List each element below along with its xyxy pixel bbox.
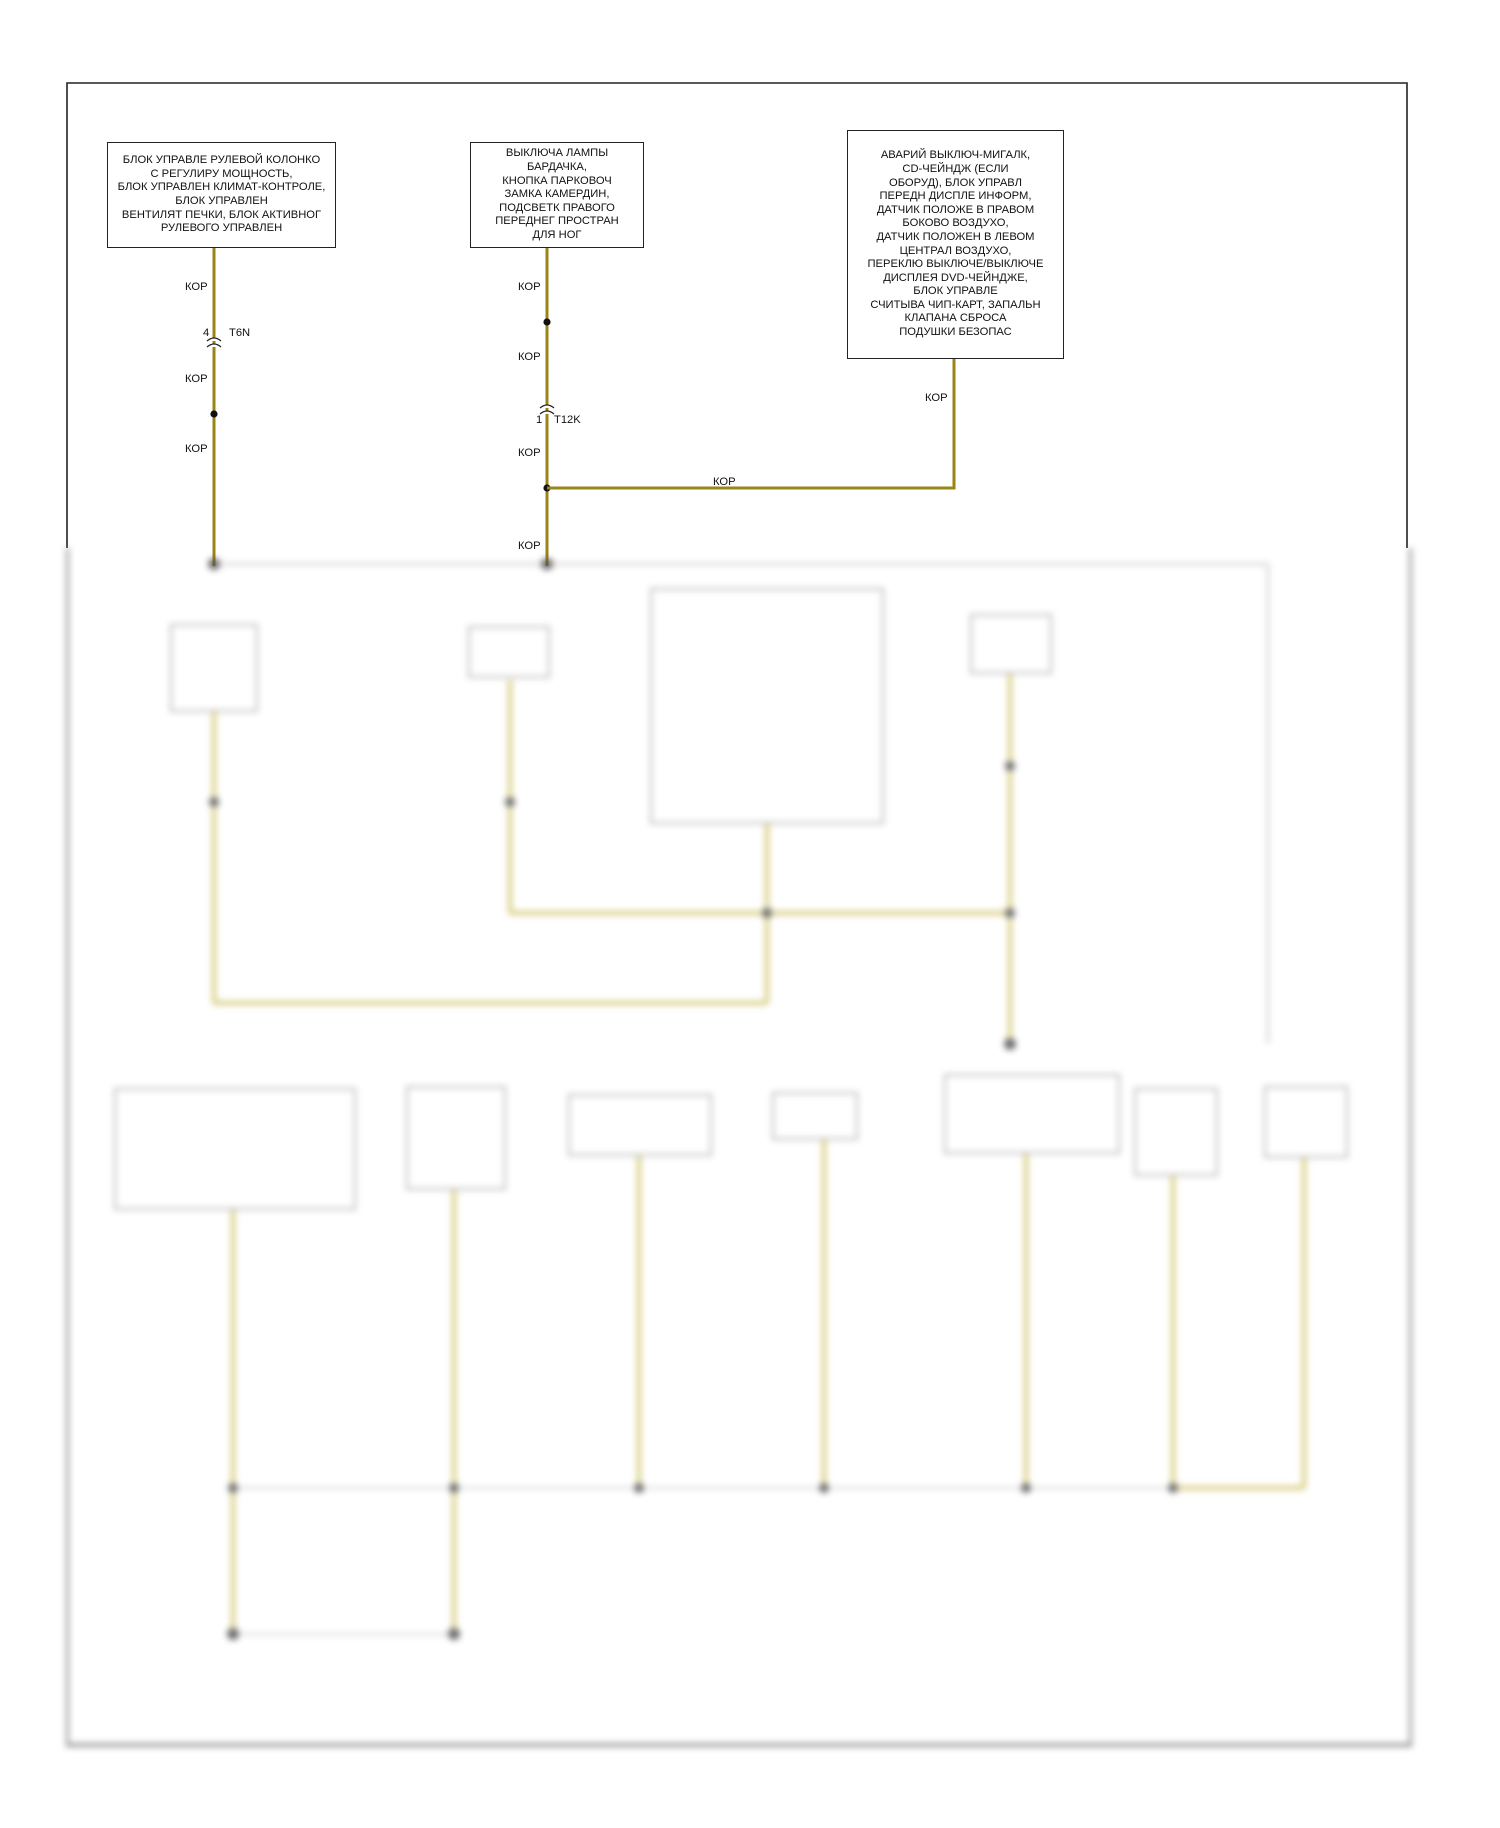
component-box-glovebox: ВЫКЛЮЧА ЛАМПЫ БАРДАЧКА, КНОПКА ПАРКОВОЧ ЗАМКА КАМЕРДИН, ПОДСВЕТК ПРАВОГО ПЕРЕДНЕГ ПРОСТРАН ДЛЯ НОГ: [470, 142, 644, 248]
connector-name: T6N: [229, 327, 251, 339]
component-box-steering: БЛОК УПРАВЛЕ РУЛЕВОЙ КОЛОНКО С РЕГУЛИРУ МОЩНОСТЬ, БЛОК УПРАВЛЕН КЛИМАТ-КОНТРОЛЕ, БЛОК УПРАВЛЕН ВЕНТИЛЯТ ПЕЧКИ, БЛОК АКТИВНОГ РУЛЕВОГО УПРАВЛЕН: [107, 142, 336, 248]
wire-label: КОР: [185, 373, 208, 385]
wire-label: КОР: [925, 392, 948, 404]
wire-label: КОР: [713, 476, 736, 488]
wire-label: КОР: [518, 447, 541, 459]
splice-dot: [210, 410, 217, 417]
component-box-hazard: АВАРИЙ ВЫКЛЮЧ-МИГАЛК, CD-ЧЕЙНДЖ (ЕСЛИ ОБОРУД), БЛОК УПРАВЛ ПЕРЕДН ДИСПЛЕ ИНФОРМ, ДАТЧИК ПОЛОЖЕ В ПРАВОМ БОКОВО ВОЗДУХО, ДАТЧИК ПОЛОЖЕН В ЛЕВОМ ЦЕНТРАЛ ВОЗДУХО, ПЕРЕКЛЮ ВЫКЛЮЧЕ/ВЫКЛЮЧЕ ДИСПЛЕЯ DVD-ЧЕЙНДЖЕ, БЛОК УПРАВЛЕ СЧИТЫВА ЧИП-КАРТ, ЗАПАЛЬН КЛАПАНА СБРОСА ПОДУШКИ БЕЗОПАС: [847, 130, 1064, 359]
splice-dot: [543, 318, 550, 325]
connector-pin: 1: [536, 414, 543, 426]
wire-label: КОР: [518, 540, 541, 552]
connector-pin: 4: [203, 327, 210, 339]
wire-label: КОР: [185, 281, 208, 293]
wire-hazard: [547, 358, 954, 488]
wire-label: КОР: [518, 351, 541, 363]
connector-name: T12K: [554, 414, 581, 426]
wire-label: КОР: [185, 443, 208, 455]
blurred-region: [66, 548, 1412, 1748]
wire-label: КОР: [518, 281, 541, 293]
